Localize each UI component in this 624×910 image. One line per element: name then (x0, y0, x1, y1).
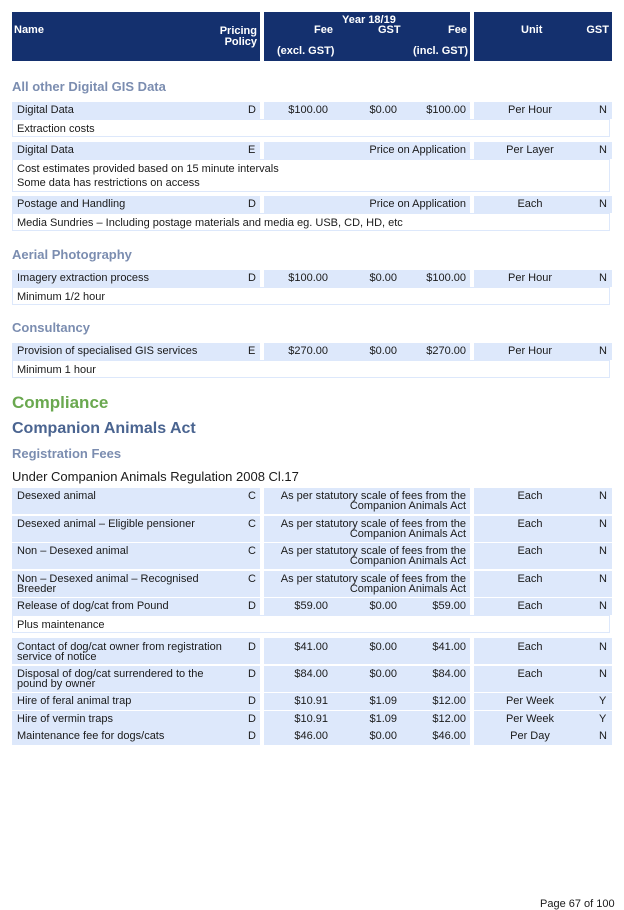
row-name: Breeder (17, 583, 57, 595)
row-unit: Each (517, 518, 543, 530)
row-policy: C (248, 490, 256, 502)
row-policy: D (248, 695, 256, 707)
row-name: Disposal of dog/cat surrendered to the (17, 668, 204, 680)
table-row (12, 693, 612, 710)
table-row (12, 343, 612, 360)
table-row (12, 638, 612, 664)
row-unit: Per Week (505, 695, 555, 707)
row-fee-incl: $100.00 (426, 104, 466, 116)
row-fee-excl: $10.91 (294, 713, 328, 725)
row-gst-flag: N (599, 641, 607, 653)
row-gst-flag: N (599, 345, 607, 357)
table-row (12, 666, 612, 692)
table-row (12, 102, 612, 119)
table-row (12, 142, 612, 159)
row-note (12, 119, 610, 137)
row-fee-excl: $59.00 (294, 600, 328, 612)
row-fee-text: As per statutory scale of fees from the (280, 573, 466, 585)
row-fee-incl: $46.00 (432, 730, 466, 742)
row-fee-incl: $41.00 (432, 641, 466, 653)
row-policy: D (248, 641, 256, 653)
table-row (12, 598, 612, 615)
row-note (12, 159, 610, 192)
section-digital-gis: All other Digital GIS Data (12, 79, 166, 94)
section-registration-fees: Registration Fees (12, 446, 122, 461)
row-fee-excl: $41.00 (294, 641, 328, 653)
row-gst: $0.00 (369, 641, 397, 653)
row-gst-flag: N (599, 668, 607, 680)
row-name: Release of dog/cat from Pound (17, 600, 169, 612)
row-name: Non – Desexed animal (17, 545, 129, 557)
row-name: Hire of vermin traps (17, 713, 113, 725)
header-fee-excl: Fee (314, 24, 333, 36)
table-row (12, 728, 612, 745)
row-gst: $1.09 (369, 713, 397, 725)
row-fee-text: Companion Animals Act (349, 500, 466, 512)
header-year: Year 18/19 (342, 14, 396, 26)
row-unit: Each (517, 198, 543, 210)
row-policy: D (248, 272, 256, 284)
row-policy: E (248, 345, 256, 357)
row-fee-text: Companion Animals Act (349, 528, 466, 540)
header-fee-incl: Fee (448, 24, 467, 36)
row-gst: $0.00 (369, 104, 397, 116)
row-unit: Per Layer (506, 144, 554, 156)
row-note (12, 360, 610, 378)
note-text: Some data has restrictions on access (17, 177, 200, 189)
row-fee-incl: $270.00 (426, 345, 466, 357)
row-unit: Each (517, 545, 543, 557)
row-fee-text: As per statutory scale of fees from the (280, 490, 466, 502)
row-gst: $0.00 (369, 345, 397, 357)
table-row (12, 543, 612, 569)
row-gst-flag: N (599, 144, 607, 156)
row-fee-text: Companion Animals Act (349, 555, 466, 567)
row-gst-flag: N (599, 272, 607, 284)
row-policy: C (248, 573, 256, 585)
table-row (12, 711, 612, 728)
section-consultancy: Consultancy (12, 320, 91, 335)
table-row (12, 488, 612, 514)
row-policy: D (248, 730, 256, 742)
row-fee-excl: $100.00 (288, 272, 328, 284)
row-name: Digital Data (17, 144, 74, 156)
row-name: Digital Data (17, 104, 74, 116)
row-note (12, 213, 610, 231)
row-fee-incl: $12.00 (432, 713, 466, 725)
row-unit: Per Day (510, 730, 550, 742)
row-unit: Per Hour (507, 104, 553, 116)
row-fee-text: Companion Animals Act (349, 583, 466, 595)
row-gst: $0.00 (369, 668, 397, 680)
row-fee-excl: $84.00 (294, 668, 328, 680)
row-gst-flag: Y (599, 713, 607, 725)
header-pricing-policy-2: Policy (224, 36, 257, 48)
row-gst: $0.00 (369, 600, 397, 612)
section-regulation: Under Companion Animals Regulation 2008 Cl.17 (12, 469, 299, 484)
row-policy: D (248, 198, 256, 210)
section-compliance: Compliance (12, 393, 109, 412)
row-policy: E (248, 144, 256, 156)
row-unit: Each (517, 490, 543, 502)
row-name: Desexed animal – Eligible pensioner (17, 518, 195, 530)
section-aerial: Aerial Photography (12, 247, 132, 262)
row-fee-excl: $46.00 (294, 730, 328, 742)
row-gst-flag: N (599, 198, 607, 210)
row-policy: D (248, 713, 256, 725)
row-unit: Each (517, 573, 543, 585)
row-name: Maintenance fee for dogs/cats (17, 730, 165, 742)
row-gst: $0.00 (369, 730, 397, 742)
row-gst: $1.09 (369, 695, 397, 707)
row-policy: D (248, 668, 256, 680)
table-header-name-block (12, 12, 260, 61)
table-header-unit-block (474, 12, 612, 61)
header-excl-gst: (excl. GST) (277, 45, 335, 57)
row-name: Hire of feral animal trap (17, 695, 132, 707)
row-gst-flag: Y (599, 695, 607, 707)
row-fee-incl: $12.00 (432, 695, 466, 707)
row-unit: Each (517, 668, 543, 680)
row-unit: Per Hour (507, 345, 553, 357)
header-unit: Unit (521, 24, 543, 36)
row-name: Postage and Handling (17, 198, 126, 210)
row-name: Non – Desexed animal – Recognised (17, 573, 199, 585)
note-text: Extraction costs (17, 123, 95, 135)
section-companion-animals: Companion Animals Act (12, 420, 196, 437)
row-note (12, 287, 610, 305)
row-name: service of notice (17, 651, 97, 663)
row-gst-flag: N (599, 545, 607, 557)
row-policy: D (248, 104, 256, 116)
row-policy: D (248, 600, 256, 612)
row-fee-excl: $270.00 (288, 345, 328, 357)
row-name: pound by owner (17, 678, 96, 690)
header-name: Name (14, 24, 44, 36)
row-name: Provision of specialised GIS services (17, 345, 198, 357)
row-fee-incl: $100.00 (426, 272, 466, 284)
row-unit: Per Hour (507, 272, 553, 284)
header-incl-gst: (incl. GST) (413, 45, 468, 57)
row-fee-text: As per statutory scale of fees from the (280, 518, 466, 530)
row-unit: Each (517, 600, 543, 612)
row-note (12, 615, 610, 633)
page-number: Page 67 of 100 (540, 898, 615, 910)
row-policy: C (248, 518, 256, 530)
row-unit: Per Week (505, 713, 555, 725)
row-fee-incl: $59.00 (432, 600, 466, 612)
row-fee-excl: $100.00 (288, 104, 328, 116)
row-gst-flag: N (599, 730, 607, 742)
row-gst: $0.00 (369, 272, 397, 284)
row-fee-text: As per statutory scale of fees from the (280, 545, 466, 557)
row-fee-text: Price on Application (369, 198, 466, 210)
table-row (12, 516, 612, 542)
table-row (12, 196, 612, 213)
header-gst-col: GST (586, 24, 609, 36)
note-text: Minimum 1 hour (17, 364, 96, 376)
row-gst-flag: N (599, 104, 607, 116)
row-gst-flag: N (599, 518, 607, 530)
row-gst-flag: N (599, 573, 607, 585)
header-gst: GST (378, 24, 401, 36)
row-name: Imagery extraction process (17, 272, 150, 284)
table-row (12, 270, 612, 287)
note-text: Media Sundries – Including postage materials and media eg. USB, CD, HD, etc (17, 217, 403, 229)
row-fee-excl: $10.91 (294, 695, 328, 707)
row-fee-incl: $84.00 (432, 668, 466, 680)
header-pricing-policy-1: Pricing (219, 25, 257, 37)
row-policy: C (248, 545, 256, 557)
table-header-fee-block (264, 12, 470, 61)
row-unit: Each (517, 641, 543, 653)
table-row (12, 571, 612, 597)
note-text: Minimum 1/2 hour (17, 291, 106, 303)
note-text: Cost estimates provided based on 15 minute intervals (17, 163, 279, 175)
row-name: Desexed animal (17, 490, 96, 502)
row-name: Contact of dog/cat owner from registration (17, 641, 222, 653)
row-gst-flag: N (599, 600, 607, 612)
note-text: Plus maintenance (17, 619, 105, 631)
row-gst-flag: N (599, 490, 607, 502)
row-fee-text: Price on Application (369, 144, 466, 156)
